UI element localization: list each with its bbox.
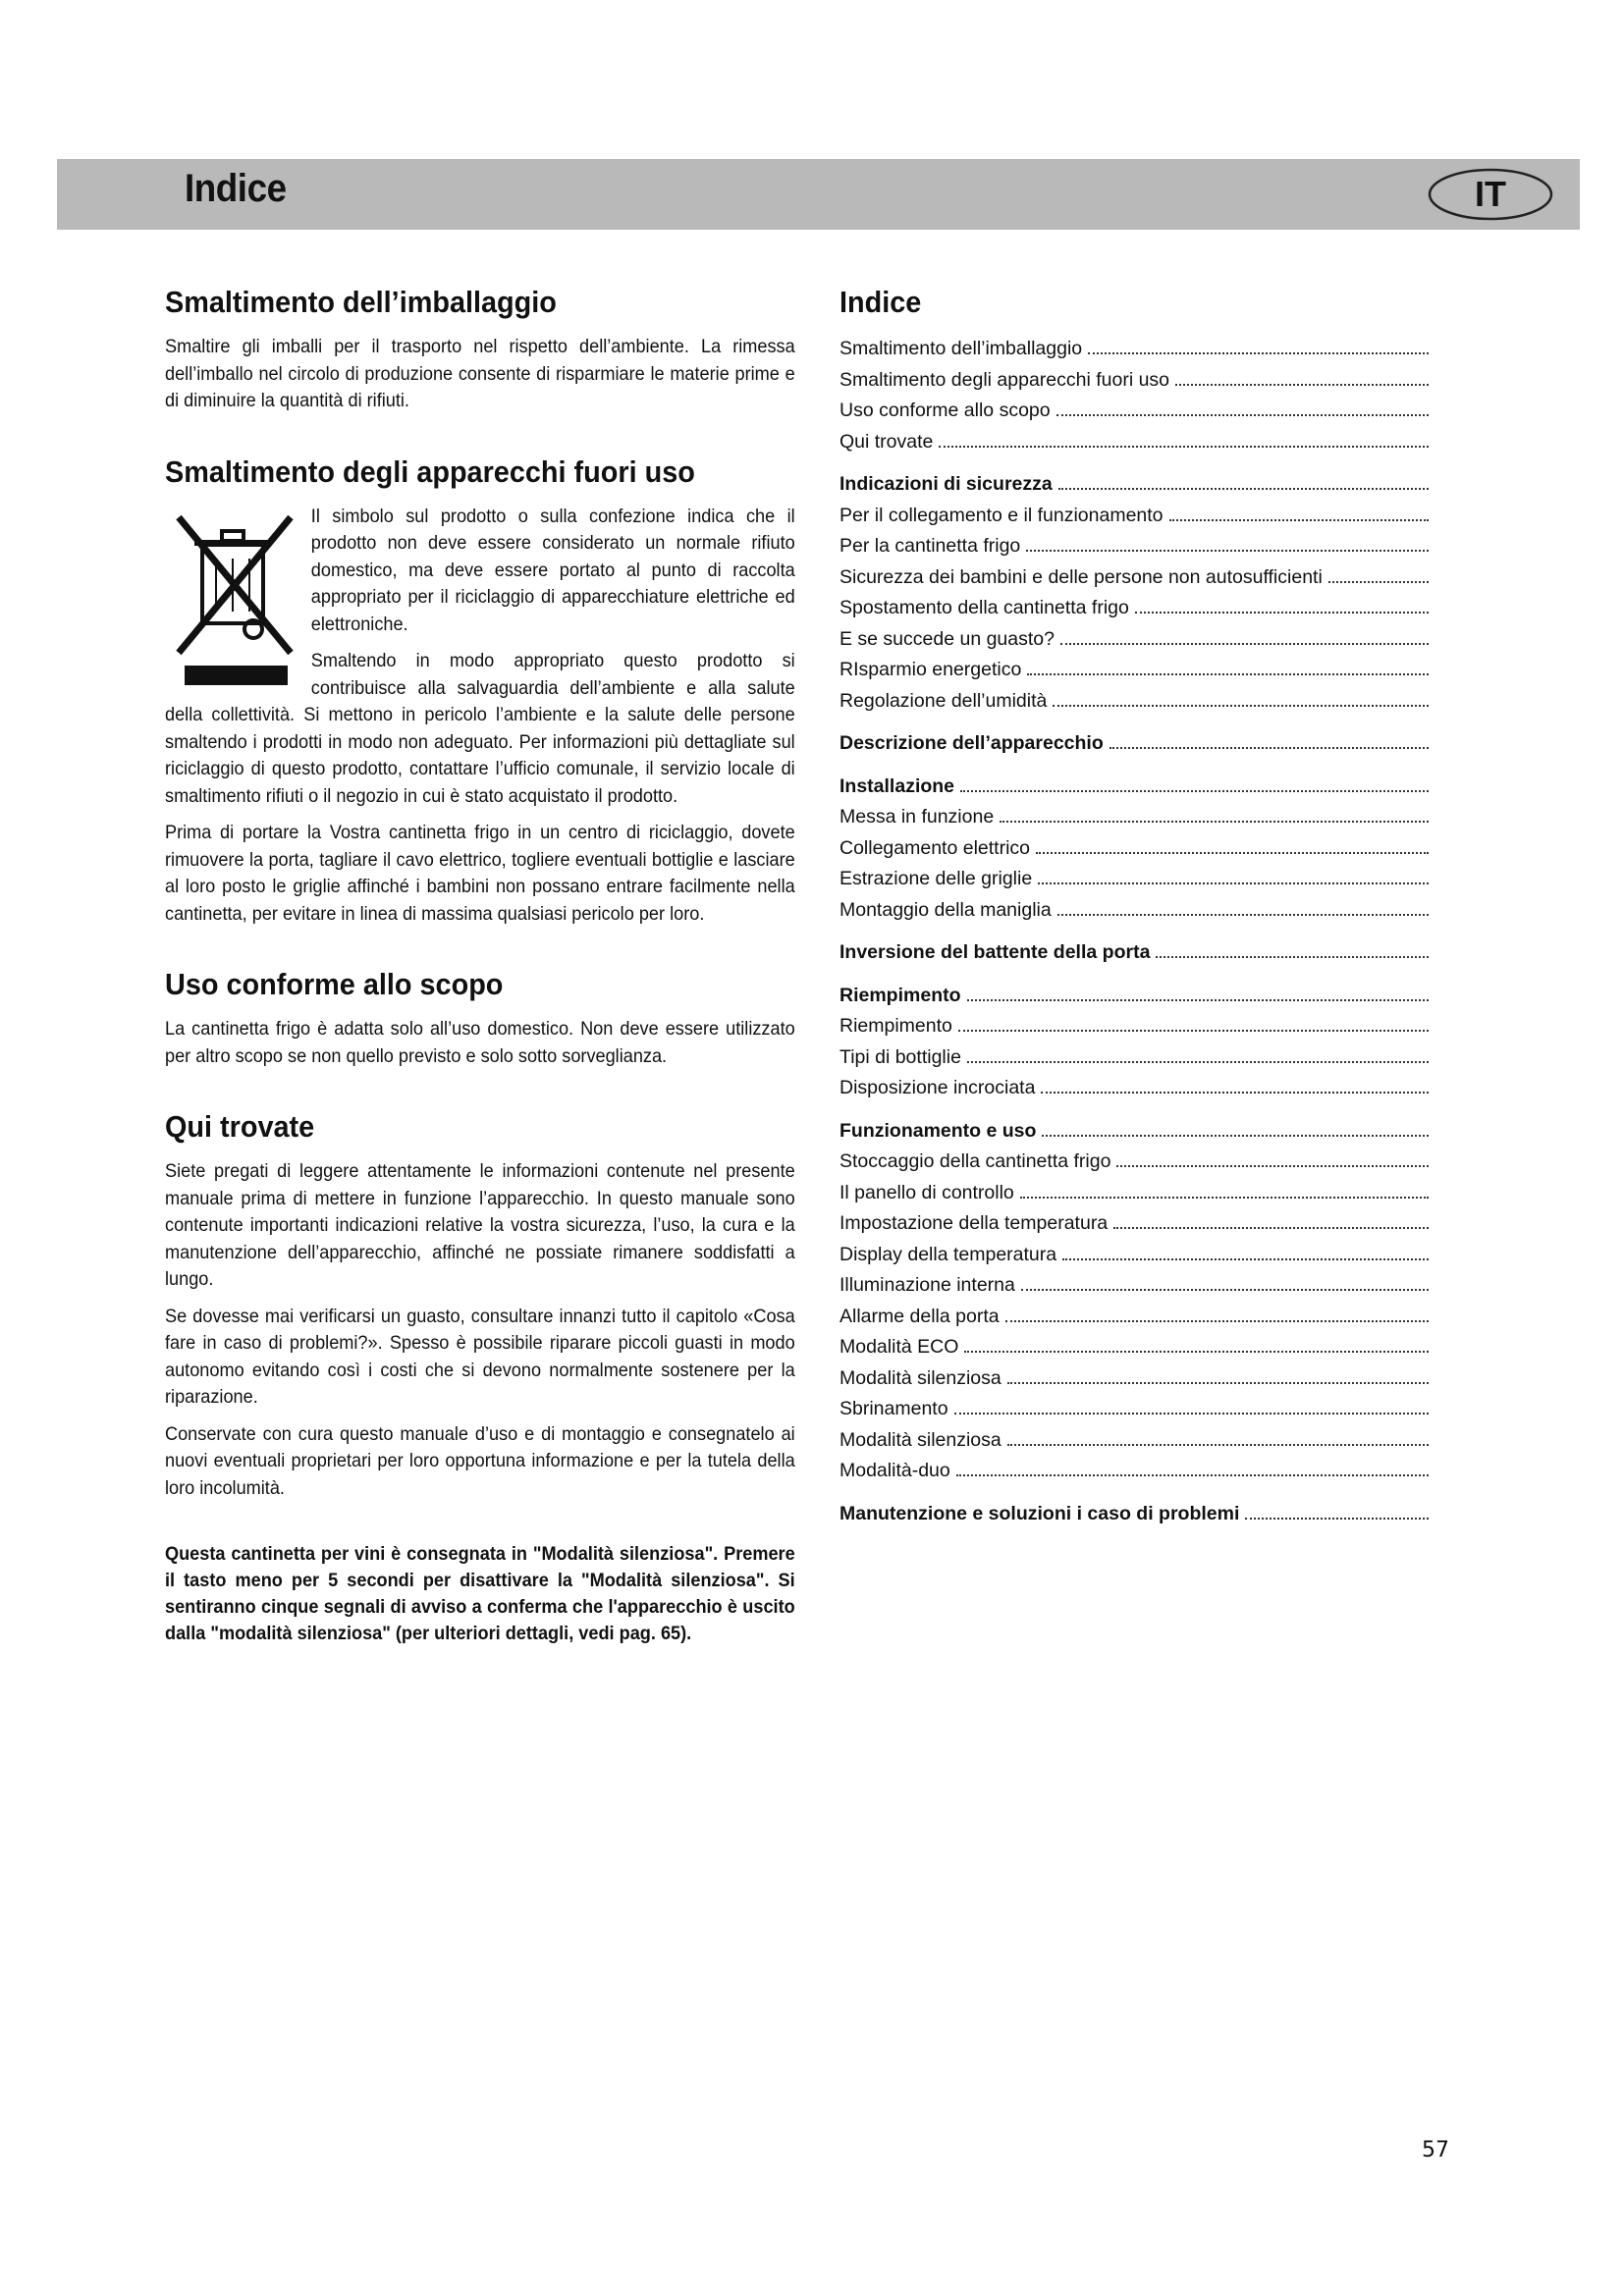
toc-heading-label: Manutenzione e soluzioni i caso di problemi [839, 1502, 1240, 1524]
toc-entry[interactable] [839, 1332, 1429, 1363]
toc-heading[interactable] [839, 1116, 1429, 1148]
left-column [165, 285, 793, 1667]
toc-leader-dots [1113, 1227, 1429, 1229]
language-badge-label: IT [1475, 174, 1506, 214]
toc-entry-label: Illuminazione interna [839, 1274, 1015, 1296]
section-title: Uso conforme allo scopo [165, 967, 504, 1001]
paragraph: Smaltendo in modo appropriato questo prodotto si contribuisce alla salvaguardia dell’ambiente e alla salute della collettività. Si mettono in pericolo l’ambiente e la salute delle persone smaltendo i prodotti in modo non adeguato. Per informazioni più dettagliate sul riciclaggio di questo prodotto, contattare l’ufficio comunale, il servizio locale di smaltimento rifiuti o il negozio in cui è stato acquistato il prodotto. [165, 650, 795, 807]
toc-leader-dots [1110, 747, 1429, 749]
toc-entry[interactable] [839, 1208, 1429, 1240]
toc-entry-label: RIsparmio energetico [839, 659, 1022, 680]
toc-entry[interactable] [839, 531, 1429, 562]
toc-entry[interactable] [839, 1394, 1429, 1425]
toc-leader-dots [1060, 643, 1429, 645]
toc-entry-label: Disposizione incrociata [839, 1077, 1036, 1098]
toc-entry[interactable] [839, 593, 1429, 624]
toc-entry-label: Messa in funzione [839, 806, 995, 828]
toc-entry-label: Per la cantinetta frigo [839, 535, 1021, 557]
toc-entry-label: Impostazione della temperatura [839, 1212, 1109, 1234]
toc-entry[interactable] [839, 427, 1429, 458]
toc-leader-dots [1036, 852, 1429, 854]
section-apparecchi-fuori-uso [165, 454, 793, 929]
table-of-contents [839, 285, 1429, 1541]
toc-group [839, 334, 1429, 457]
toc-entry[interactable] [839, 833, 1429, 865]
toc-leader-dots [1135, 612, 1429, 614]
paragraph: Conservate con cura questo manuale d’uso e di montaggio e consegnatelo ai nuovi eventuali proprietari per loro opportuna informazione e per la tutela della loro incolumità. [165, 1422, 795, 1499]
toc-entry-label: Per il collegamento e il funzionamento [839, 504, 1164, 526]
toc-heading[interactable] [839, 469, 1429, 501]
toc-heading[interactable] [839, 937, 1429, 969]
toc-entry-label: E se succede un guasto? [839, 627, 1055, 650]
toc-entry[interactable] [839, 624, 1429, 656]
toc-leader-dots [1007, 1444, 1429, 1446]
toc-leader-dots [939, 446, 1429, 448]
section-title: Qui trovate [165, 1109, 315, 1144]
section-uso-conforme [165, 967, 793, 1070]
toc-leader-dots [1041, 1092, 1429, 1094]
section-qui-trovate [165, 1109, 793, 1502]
toc-group [839, 937, 1429, 969]
toc-heading[interactable] [839, 728, 1429, 760]
toc-group [839, 1116, 1429, 1487]
toc-leader-dots [1175, 384, 1429, 386]
toc-heading-label: Inversione del battente della porta [839, 941, 1151, 963]
toc-entry[interactable] [839, 1302, 1429, 1333]
toc-entry-label: Il panello di controllo [839, 1181, 1014, 1203]
header-bar [57, 159, 1580, 230]
toc-entry-label: Display della temperatura [839, 1243, 1057, 1265]
paragraph: Smaltire gli imballi per il trasporto nel rispetto dell’ambiente. La rimessa dell’imballo nel circolo di produzione consente di risparmiare le materie prime e di diminuire la quantità di rifiuti. [165, 336, 795, 411]
toc-entry-label: Sicurezza dei bambini e delle persone non autosufficienti [839, 565, 1323, 588]
toc-entry-label: Estrazione delle griglie [839, 868, 1033, 889]
toc-leader-dots [1057, 914, 1429, 916]
toc-entry[interactable] [839, 655, 1429, 686]
toc-leader-dots [954, 1413, 1429, 1415]
toc-entry[interactable] [839, 365, 1429, 397]
toc-leader-dots [1027, 673, 1429, 675]
toc-leader-dots [1021, 1289, 1429, 1291]
toc-entry[interactable] [839, 686, 1429, 718]
toc-leader-dots [967, 999, 1429, 1001]
toc-heading-label: Funzionamento e uso [839, 1119, 1037, 1142]
page-number: 57 [1422, 2138, 1449, 2163]
toc-leader-dots [1062, 1258, 1429, 1260]
toc-leader-dots [964, 1351, 1429, 1353]
toc-heading-label: Indicazioni di sicurezza [839, 473, 1053, 495]
toc-entry-label: Regolazione dell’umidità [839, 689, 1048, 712]
toc-entry-label: Smaltimento dell’imballaggio [839, 338, 1083, 359]
toc-leader-dots [1005, 1320, 1429, 1322]
weee-block [165, 504, 793, 929]
toc-heading[interactable] [839, 772, 1429, 803]
toc-leader-dots [956, 1474, 1429, 1476]
toc-entry[interactable] [839, 1425, 1429, 1457]
toc-groups [839, 334, 1429, 1529]
page-title: Indice [185, 167, 287, 210]
toc-leader-dots [1156, 956, 1429, 958]
toc-entry[interactable] [839, 1011, 1429, 1042]
toc-entry[interactable] [839, 1240, 1429, 1271]
toc-leader-dots [958, 1030, 1429, 1032]
toc-leader-dots [1053, 705, 1429, 707]
toc-entry[interactable] [839, 501, 1429, 532]
toc-heading-label: Installazione [839, 774, 955, 797]
toc-entry[interactable] [839, 1073, 1429, 1104]
toc-leader-dots [1038, 882, 1429, 884]
toc-entry[interactable] [839, 334, 1429, 365]
toc-entry-label: Collegamento elettrico [839, 836, 1031, 859]
toc-group [839, 469, 1429, 717]
paragraph: Prima di portare la Vostra cantinetta frigo in un centro di riciclaggio, dovete rimuovere la porta, tagliare il cavo elettrico, togliere eventuali bottiglie e lasciare al loro posto le griglie affinché i bambini non possano entrare facilmente nella cantinetta, per evitare in linea di massima qualsiasi pericolo per loro. [165, 822, 795, 925]
toc-entry[interactable] [839, 396, 1429, 427]
toc-heading[interactable] [839, 981, 1429, 1012]
toc-entry-label: Qui trovate [839, 430, 934, 453]
paragraph: La cantinetta frigo è adatta solo all’uso domestico. Non deve essere utilizzato per altro scopo se non quello previsto e solo sotto sorveglianza. [165, 1018, 795, 1067]
toc-leader-dots [960, 790, 1429, 792]
toc-entry[interactable] [839, 1456, 1429, 1487]
section-title: Smaltimento degli apparecchi fuori uso [165, 454, 695, 489]
section-imballaggio [165, 285, 793, 415]
toc-entry[interactable] [839, 1042, 1429, 1074]
toc-entry[interactable] [839, 1270, 1429, 1302]
toc-entry-label: Modalità-duo [839, 1460, 950, 1481]
section-title: Smaltimento dell’imballaggio [165, 285, 557, 319]
toc-entry-label: Tipi di bottiglie [839, 1045, 961, 1068]
toc-group [839, 772, 1429, 927]
toc-entry[interactable] [839, 895, 1429, 927]
toc-heading[interactable] [839, 1499, 1429, 1530]
toc-entry-label: Allarme della porta [839, 1305, 1000, 1327]
toc-leader-dots [1169, 519, 1429, 521]
toc-entry-label: Sbrinamento [839, 1398, 948, 1419]
toc-entry-label: Uso conforme allo scopo [839, 400, 1051, 421]
toc-group [839, 981, 1429, 1104]
toc-entry-label: Spostamento della cantinetta frigo [839, 597, 1129, 618]
toc-entry[interactable] [839, 1178, 1429, 1209]
toc-leader-dots [1245, 1518, 1429, 1520]
paragraph: Il simbolo sul prodotto o sulla confezione indica che il prodotto non deve essere considerato un normale rifiuto domestico, ma deve essere portato al punto di raccolta appropriato per il riciclaggio di apparecchiature elettriche ed elettroniche. [310, 505, 795, 635]
toc-leader-dots [1088, 352, 1429, 354]
paragraph: Siete pregati di leggere attentamente le informazioni contenute nel presente manuale prima di mettere in funzione l’apparecchio. In questo manuale sono contenute importanti indicazioni relative la vostra sicurezza, l’uso, la cura e la manutenzione dell’apparecchio, affinché ne possiate rimanere soddisfatti a lungo. [165, 1160, 795, 1290]
toc-leader-dots [1042, 1135, 1429, 1137]
toc-entry[interactable] [839, 864, 1429, 895]
toc-entry[interactable] [839, 562, 1429, 594]
toc-group [839, 728, 1429, 760]
toc-entry-label: Modalità silenziosa [839, 1428, 1001, 1451]
toc-entry-label: Modalità ECO [839, 1336, 959, 1358]
toc-leader-dots [1328, 581, 1429, 583]
toc-leader-dots [1058, 488, 1429, 490]
paragraph: Se dovesse mai verificarsi un guasto, consultare innanzi tutto il capitolo «Cosa fare in caso di problemi?». Spesso è possibile riparare piccoli guasti in modo autonomo evitando così i costi che si devono normalmente sostenere per la riparazione. [165, 1305, 795, 1408]
toc-leader-dots [1116, 1165, 1429, 1167]
toc-heading-label: Riempimento [839, 984, 961, 1006]
toc-group [839, 1499, 1429, 1530]
toc-leader-dots [967, 1061, 1429, 1063]
toc-entry-label: Stoccaggio della cantinetta frigo [839, 1150, 1111, 1172]
toc-entry-label: Smaltimento degli apparecchi fuori uso [839, 368, 1170, 391]
toc-leader-dots [1007, 1382, 1429, 1384]
toc-leader-dots [1000, 821, 1429, 823]
toc-title: Indice [839, 285, 922, 319]
toc-entry-label: Riempimento [839, 1015, 952, 1037]
toc-entry[interactable] [839, 1363, 1429, 1395]
toc-heading-label: Descrizione dell’apparecchio [839, 732, 1104, 754]
toc-entry-label: Modalità silenziosa [839, 1366, 1001, 1389]
toc-leader-dots [1020, 1197, 1429, 1199]
toc-entry[interactable] [839, 1147, 1429, 1178]
toc-entry[interactable] [839, 802, 1429, 833]
toc-leader-dots [1056, 414, 1429, 416]
language-badge [1427, 167, 1554, 222]
silent-mode-notice: Questa cantinetta per vini è consegnata in "Modalità silenziosa". Premere il tasto meno per 5 secondi per disattivare la "Modalità silenziosa". Si sentiranno cinque segnali di avviso a conferma che l'apparecchio è uscito dalla "modalità silenziosa" (per ulteriori dettagli, vedi pag. 65). [165, 1543, 795, 1644]
toc-leader-dots [1026, 550, 1429, 552]
toc-entry-label: Montaggio della maniglia [839, 898, 1052, 921]
